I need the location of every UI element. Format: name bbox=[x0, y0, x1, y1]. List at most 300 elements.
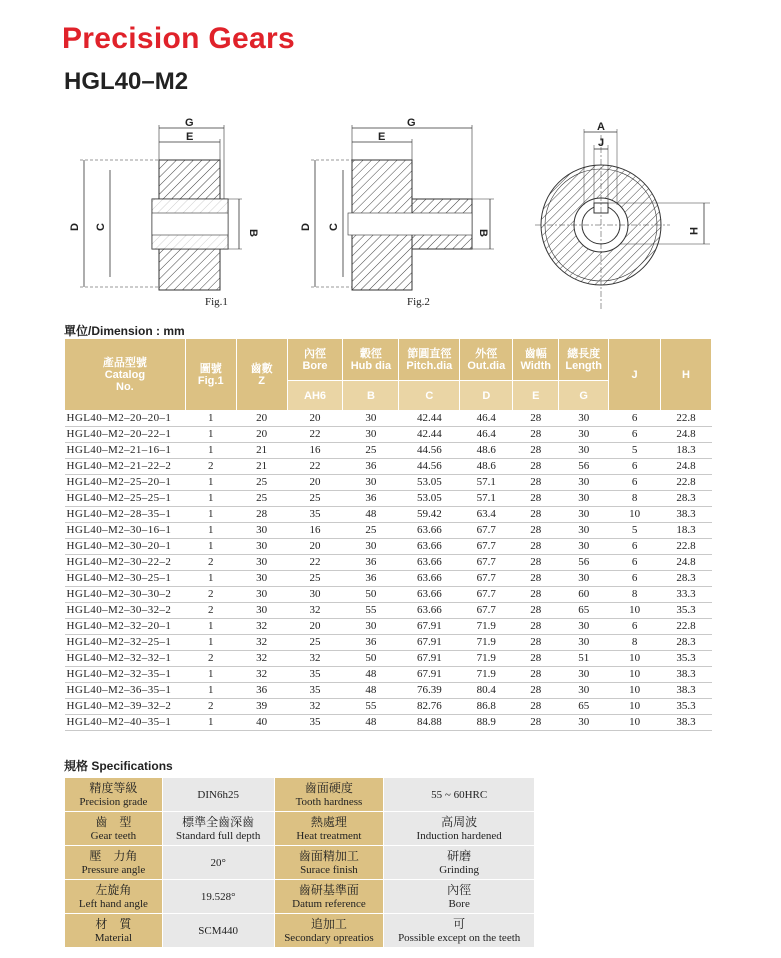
table-cell: 1 bbox=[207, 684, 214, 696]
table-cell: 48.6 bbox=[476, 460, 496, 472]
table-cell: 30 bbox=[578, 540, 590, 552]
spec-key-zh: 齒 型 bbox=[95, 814, 132, 829]
table-cell: 20 bbox=[309, 540, 321, 552]
table-cell: 63.66 bbox=[416, 588, 442, 600]
table-cell: 35.3 bbox=[676, 700, 696, 712]
table-cell: 22.8 bbox=[676, 476, 696, 488]
header-outer-sub: D bbox=[460, 381, 513, 411]
table-cell: 80.4 bbox=[476, 684, 496, 696]
spec-key-en: Heat treatment bbox=[296, 829, 362, 842]
table-row bbox=[65, 571, 712, 587]
table-row bbox=[65, 699, 712, 715]
table-cell: 86.8 bbox=[476, 700, 496, 712]
spec-row bbox=[65, 914, 535, 948]
spec-key-zh: 壓 力角 bbox=[89, 848, 138, 863]
table-cell: 28 bbox=[530, 460, 542, 472]
table-cell: 30 bbox=[578, 412, 590, 424]
spec-value bbox=[162, 880, 274, 914]
spec-value-en: Standard full depth bbox=[176, 829, 261, 842]
spec-key-en: Surace finish bbox=[300, 863, 358, 876]
table-cell: 39 bbox=[256, 700, 268, 712]
end-view-drawing bbox=[535, 121, 710, 310]
table-cell: 28 bbox=[530, 652, 542, 664]
table-cell: HGL40–M2–20–22–1 bbox=[66, 428, 172, 440]
table-cell: 71.9 bbox=[476, 620, 496, 632]
table-cell: 20 bbox=[256, 428, 268, 440]
table-cell: 36 bbox=[365, 460, 377, 472]
table-cell: 30 bbox=[256, 588, 268, 600]
table-cell: HGL40–M2–28–35–1 bbox=[66, 508, 172, 520]
spec-value bbox=[384, 812, 535, 846]
table-cell: HGL40–M2–25–20–1 bbox=[66, 476, 172, 488]
fig2-label-e: E bbox=[378, 131, 386, 143]
table-cell: 6 bbox=[631, 412, 638, 424]
table-cell: 71.9 bbox=[476, 668, 496, 680]
spec-key bbox=[65, 778, 163, 812]
spec-key bbox=[65, 846, 163, 880]
table-cell: 36 bbox=[365, 636, 377, 648]
table-cell: 28 bbox=[530, 700, 542, 712]
spec-row bbox=[65, 846, 535, 880]
table-cell: 71.9 bbox=[476, 636, 496, 648]
table-cell: HGL40–M2–30–22–2 bbox=[66, 556, 172, 568]
spec-row bbox=[65, 778, 535, 812]
table-cell: 63.4 bbox=[476, 508, 496, 520]
table-cell: 63.66 bbox=[416, 524, 442, 536]
table-cell: 21 bbox=[256, 444, 268, 456]
spec-key-zh: 材 質 bbox=[95, 916, 132, 931]
table-cell: 30 bbox=[578, 668, 590, 680]
table-cell: 1 bbox=[207, 668, 214, 680]
table-cell: 30 bbox=[578, 572, 590, 584]
spec-key bbox=[274, 914, 384, 948]
header-catalog: 產品型號 Catalog No. bbox=[65, 339, 186, 411]
table-cell: 67.7 bbox=[476, 540, 496, 552]
header-length: 總長度 Length bbox=[559, 339, 609, 381]
table-cell: 44.56 bbox=[416, 460, 442, 472]
spec-key-zh: 精度等級 bbox=[89, 780, 138, 795]
table-cell: HGL40–M2–32–25–1 bbox=[66, 636, 172, 648]
table-row bbox=[65, 715, 712, 731]
spec-value bbox=[162, 812, 274, 846]
table-cell: 28 bbox=[530, 508, 542, 520]
table-cell: 20 bbox=[309, 476, 321, 488]
fig1-label-c: C bbox=[95, 223, 107, 231]
table-cell: 65 bbox=[578, 604, 590, 616]
table-cell: 28 bbox=[530, 636, 542, 648]
table-cell: 28 bbox=[530, 524, 542, 536]
table-cell: 28 bbox=[530, 412, 542, 424]
table-row bbox=[65, 587, 712, 603]
table-cell: 32 bbox=[309, 652, 321, 664]
table-cell: 10 bbox=[629, 668, 641, 680]
table-cell: 22.8 bbox=[676, 620, 696, 632]
spec-key bbox=[274, 880, 384, 914]
table-row bbox=[65, 443, 712, 459]
fig2-caption: Fig.2 bbox=[407, 296, 430, 308]
table-cell: 20 bbox=[309, 620, 321, 632]
table-cell: 55 bbox=[365, 700, 377, 712]
spec-key bbox=[65, 914, 163, 948]
gear-table bbox=[64, 338, 712, 731]
table-cell: 32 bbox=[256, 652, 268, 664]
fig1-drawing bbox=[69, 117, 259, 308]
table-cell: 22.8 bbox=[676, 540, 696, 552]
table-cell: 35.3 bbox=[676, 652, 696, 664]
spec-value-en: Bore bbox=[448, 897, 470, 910]
header-width: 齒幅 Width bbox=[513, 339, 559, 381]
table-cell: 67.7 bbox=[476, 604, 496, 616]
spec-value-zh: 高周波 bbox=[441, 814, 478, 829]
table-cell: 10 bbox=[629, 604, 641, 616]
table-cell: HGL40–M2–32–32–1 bbox=[66, 652, 172, 664]
table-cell: 30 bbox=[256, 572, 268, 584]
fig2-label-b: B bbox=[477, 229, 489, 237]
spec-key-en: Material bbox=[94, 931, 133, 944]
spec-value-zh: 內徑 bbox=[447, 882, 472, 897]
spec-value-zh: 可 bbox=[453, 916, 466, 931]
table-cell: 67.91 bbox=[416, 620, 442, 632]
header-hub: 轂徑 Hub dia bbox=[343, 339, 399, 381]
fig2-label-d: D bbox=[300, 223, 312, 231]
table-cell: 2 bbox=[207, 700, 214, 712]
table-cell: 30 bbox=[365, 412, 377, 424]
table-cell: 57.1 bbox=[476, 476, 496, 488]
table-cell: 35 bbox=[309, 508, 321, 520]
table-cell: 10 bbox=[629, 684, 641, 696]
table-cell: 10 bbox=[629, 716, 641, 728]
table-cell: 38.3 bbox=[676, 684, 696, 696]
table-cell: 1 bbox=[207, 412, 214, 424]
header-width-sub: E bbox=[513, 381, 559, 411]
table-cell: 2 bbox=[207, 652, 214, 664]
table-cell: 67.91 bbox=[416, 668, 442, 680]
table-cell: 40 bbox=[256, 716, 268, 728]
table-row bbox=[65, 411, 712, 427]
fig1-label-e: E bbox=[186, 131, 194, 143]
table-cell: 36 bbox=[365, 492, 377, 504]
model-title: HGL40–M2 bbox=[64, 68, 189, 95]
header-outer: 外徑 Out.dia bbox=[460, 339, 513, 381]
table-cell: HGL40–M2–30–16–1 bbox=[66, 524, 172, 536]
table-cell: 22 bbox=[309, 460, 321, 472]
header-hub-sub: B bbox=[343, 381, 399, 411]
table-cell: 24.8 bbox=[676, 428, 696, 440]
table-cell: 84.88 bbox=[416, 716, 442, 728]
table-cell: 36 bbox=[365, 572, 377, 584]
table-cell: 28 bbox=[530, 588, 542, 600]
table-cell: 38.3 bbox=[676, 716, 696, 728]
spec-key-en: Gear teeth bbox=[90, 829, 137, 842]
table-cell: 21 bbox=[256, 460, 268, 472]
table-row bbox=[65, 667, 712, 683]
page-title: Precision Gears bbox=[62, 22, 295, 55]
header-j: J bbox=[609, 339, 661, 411]
spec-key-en: Pressure angle bbox=[81, 863, 146, 876]
table-cell: 22 bbox=[309, 556, 321, 568]
table-cell: 16 bbox=[309, 524, 321, 536]
table-cell: 28.3 bbox=[676, 572, 696, 584]
spec-key-zh: 齒面精加工 bbox=[298, 848, 359, 863]
table-cell: 30 bbox=[256, 524, 268, 536]
table-cell: 6 bbox=[631, 428, 638, 440]
table-cell: HGL40–M2–36–35–1 bbox=[66, 684, 172, 696]
table-cell: 6 bbox=[631, 476, 638, 488]
spec-value bbox=[162, 778, 274, 812]
table-cell: 82.76 bbox=[416, 700, 442, 712]
table-cell: 28 bbox=[256, 508, 268, 520]
table-cell: 32 bbox=[256, 668, 268, 680]
table-cell: 25 bbox=[256, 492, 268, 504]
technical-drawings bbox=[60, 115, 730, 315]
table-cell: 28 bbox=[530, 604, 542, 616]
header-h: H bbox=[661, 339, 712, 411]
table-cell: 30 bbox=[256, 556, 268, 568]
spec-value bbox=[162, 846, 274, 880]
spec-key-zh: 追加工 bbox=[310, 916, 347, 931]
table-cell: 2 bbox=[207, 588, 214, 600]
table-cell: 24.8 bbox=[676, 556, 696, 568]
spec-value-en: Grinding bbox=[439, 863, 480, 876]
end-label-j: J bbox=[598, 137, 605, 149]
table-cell: 1 bbox=[207, 716, 214, 728]
table-cell: 32 bbox=[309, 700, 321, 712]
table-cell: 30 bbox=[578, 684, 590, 696]
table-cell: 1 bbox=[207, 524, 214, 536]
table-cell: 30 bbox=[578, 492, 590, 504]
table-cell: 6 bbox=[631, 460, 638, 472]
spec-value-en: 20° bbox=[210, 856, 226, 869]
spec-key-en: Left hand angle bbox=[78, 897, 148, 910]
spec-key-en: Secondary opreatios bbox=[284, 931, 374, 944]
table-cell: 5 bbox=[631, 524, 638, 536]
table-cell: 28 bbox=[530, 444, 542, 456]
spec-value-zh: 標準全齒深齒 bbox=[182, 814, 255, 829]
fig1-caption: Fig.1 bbox=[205, 296, 228, 308]
header-bore-sub: AH6 bbox=[287, 381, 343, 411]
table-row bbox=[65, 539, 712, 555]
table-row bbox=[65, 459, 712, 475]
table-cell: 50 bbox=[365, 588, 377, 600]
table-cell: 51 bbox=[578, 652, 590, 664]
table-cell: HGL40–M2–32–20–1 bbox=[66, 620, 172, 632]
table-cell: 30 bbox=[578, 716, 590, 728]
fig2-drawing bbox=[300, 117, 494, 308]
table-cell: 48 bbox=[365, 716, 377, 728]
table-cell: 22.8 bbox=[676, 412, 696, 424]
spec-value-en: Induction hardened bbox=[416, 829, 502, 842]
table-cell: 48 bbox=[365, 668, 377, 680]
header-teeth: 齒數 Z bbox=[236, 339, 287, 411]
table-cell: 28.3 bbox=[676, 492, 696, 504]
table-cell: 30 bbox=[365, 540, 377, 552]
table-cell: 32 bbox=[309, 604, 321, 616]
table-cell: 65 bbox=[578, 700, 590, 712]
spec-row bbox=[65, 880, 535, 914]
spec-key bbox=[65, 812, 163, 846]
spec-key-zh: 齒研基準面 bbox=[298, 882, 359, 897]
spec-key-en: Precision grade bbox=[79, 795, 148, 808]
fig1-label-b: B bbox=[247, 229, 259, 237]
fig1-label-g: G bbox=[185, 117, 194, 129]
table-cell: HGL40–M2–39–32–2 bbox=[66, 700, 172, 712]
table-cell: 30 bbox=[365, 476, 377, 488]
table-row bbox=[65, 475, 712, 491]
table-cell: 46.4 bbox=[476, 428, 496, 440]
header-bore: 內徑 Bore bbox=[287, 339, 343, 381]
table-cell: 30 bbox=[578, 476, 590, 488]
table-cell: 57.1 bbox=[476, 492, 496, 504]
table-cell: 1 bbox=[207, 444, 214, 456]
end-label-a: A bbox=[597, 121, 605, 133]
table-cell: 36 bbox=[256, 684, 268, 696]
spec-value-en: 55 ~ 60HRC bbox=[431, 788, 488, 801]
table-cell: 35 bbox=[309, 668, 321, 680]
fig2-label-c: C bbox=[328, 223, 340, 231]
table-cell: HGL40–M2–30–25–1 bbox=[66, 572, 172, 584]
table-cell: 20 bbox=[256, 412, 268, 424]
table-cell: HGL40–M2–40–35–1 bbox=[66, 716, 172, 728]
table-cell: 2 bbox=[207, 604, 214, 616]
table-cell: 44.56 bbox=[416, 444, 442, 456]
table-cell: 18.3 bbox=[676, 444, 696, 456]
table-cell: 6 bbox=[631, 572, 638, 584]
table-cell: 67.7 bbox=[476, 556, 496, 568]
header-length-sub: G bbox=[559, 381, 609, 411]
table-cell: 25 bbox=[309, 636, 321, 648]
spec-value bbox=[384, 880, 535, 914]
table-cell: 30 bbox=[578, 444, 590, 456]
table-cell: 28 bbox=[530, 684, 542, 696]
table-row bbox=[65, 635, 712, 651]
table-cell: HGL40–M2–32–35–1 bbox=[66, 668, 172, 680]
table-cell: 30 bbox=[578, 524, 590, 536]
table-cell: 35 bbox=[309, 684, 321, 696]
table-cell: 2 bbox=[207, 556, 214, 568]
table-cell: 8 bbox=[631, 636, 638, 648]
specifications-title: 規格 Specifications bbox=[64, 759, 173, 773]
table-cell: 48.6 bbox=[476, 444, 496, 456]
table-cell: 28.3 bbox=[676, 636, 696, 648]
table-row bbox=[65, 651, 712, 667]
table-cell: 36 bbox=[365, 556, 377, 568]
table-cell: 32 bbox=[256, 620, 268, 632]
fig2-label-g: G bbox=[407, 117, 416, 129]
spec-value bbox=[162, 914, 274, 948]
table-row bbox=[65, 603, 712, 619]
table-cell: 10 bbox=[629, 652, 641, 664]
spec-key-en: Tooth hardness bbox=[295, 795, 363, 808]
table-row bbox=[65, 683, 712, 699]
table-cell: 42.44 bbox=[416, 428, 442, 440]
spec-key-zh: 齒面硬度 bbox=[304, 780, 353, 795]
table-cell: 38.3 bbox=[676, 508, 696, 520]
spec-value-en: 19.528° bbox=[200, 890, 236, 903]
table-row bbox=[65, 523, 712, 539]
table-cell: 6 bbox=[631, 540, 638, 552]
spec-key-zh: 熱處理 bbox=[310, 814, 347, 829]
table-cell: 53.05 bbox=[416, 476, 442, 488]
table-cell: 30 bbox=[578, 508, 590, 520]
table-cell: HGL40–M2–21–16–1 bbox=[66, 444, 172, 456]
table-cell: 67.7 bbox=[476, 588, 496, 600]
table-cell: 32 bbox=[256, 636, 268, 648]
table-cell: 5 bbox=[631, 444, 638, 456]
table-cell: 28 bbox=[530, 668, 542, 680]
table-cell: 8 bbox=[631, 588, 638, 600]
table-cell: 6 bbox=[631, 620, 638, 632]
table-cell: HGL40–M2–30–32–2 bbox=[66, 604, 172, 616]
spec-key bbox=[274, 846, 384, 880]
table-cell: 50 bbox=[365, 652, 377, 664]
table-cell: 1 bbox=[207, 636, 214, 648]
table-cell: HGL40–M2–20–20–1 bbox=[66, 412, 172, 424]
table-cell: 59.42 bbox=[416, 508, 442, 520]
table-cell: 30 bbox=[365, 620, 377, 632]
header-pitch: 節圓直徑 Pitch.dia bbox=[399, 339, 460, 381]
table-cell: 63.66 bbox=[416, 540, 442, 552]
table-cell: 63.66 bbox=[416, 556, 442, 568]
table-row bbox=[65, 555, 712, 571]
spec-value bbox=[384, 846, 535, 880]
table-cell: 30 bbox=[578, 428, 590, 440]
spec-key bbox=[274, 778, 384, 812]
table-cell: 24.8 bbox=[676, 460, 696, 472]
table-cell: 10 bbox=[629, 700, 641, 712]
table-cell: 28 bbox=[530, 556, 542, 568]
table-cell: 48 bbox=[365, 684, 377, 696]
table-cell: 30 bbox=[365, 428, 377, 440]
table-cell: 25 bbox=[365, 444, 377, 456]
table-cell: 28 bbox=[530, 620, 542, 632]
table-cell: 28 bbox=[530, 476, 542, 488]
table-cell: 71.9 bbox=[476, 652, 496, 664]
spec-key bbox=[274, 812, 384, 846]
table-cell: 63.66 bbox=[416, 604, 442, 616]
table-cell: 28 bbox=[530, 428, 542, 440]
spec-value-zh: 研磨 bbox=[447, 848, 472, 863]
table-cell: 33.3 bbox=[676, 588, 696, 600]
spec-row bbox=[65, 812, 535, 846]
table-cell: 63.66 bbox=[416, 572, 442, 584]
table-cell: 10 bbox=[629, 508, 641, 520]
table-cell: 30 bbox=[309, 588, 321, 600]
specifications-table bbox=[64, 777, 535, 948]
spec-key-en: Datum reference bbox=[292, 897, 366, 910]
fig1-label-d: D bbox=[69, 223, 81, 231]
table-cell: 76.39 bbox=[416, 684, 442, 696]
table-cell: 16 bbox=[309, 444, 321, 456]
table-cell: 18.3 bbox=[676, 524, 696, 536]
table-cell: HGL40–M2–30–20–1 bbox=[66, 540, 172, 552]
table-cell: 28 bbox=[530, 540, 542, 552]
table-cell: 1 bbox=[207, 620, 214, 632]
table-cell: 30 bbox=[578, 620, 590, 632]
table-cell: 25 bbox=[309, 572, 321, 584]
table-cell: 48 bbox=[365, 508, 377, 520]
spec-value-en: SCM440 bbox=[198, 924, 239, 937]
table-cell: HGL40–M2–25–25–1 bbox=[66, 492, 172, 504]
header-pitch-sub: C bbox=[399, 381, 460, 411]
table-cell: 30 bbox=[256, 604, 268, 616]
table-cell: 56 bbox=[578, 460, 590, 472]
table-cell: 6 bbox=[631, 556, 638, 568]
table-cell: 25 bbox=[309, 492, 321, 504]
table-cell: 30 bbox=[578, 636, 590, 648]
table-cell: 1 bbox=[207, 476, 214, 488]
table-cell: 28 bbox=[530, 572, 542, 584]
spec-value bbox=[384, 914, 535, 948]
